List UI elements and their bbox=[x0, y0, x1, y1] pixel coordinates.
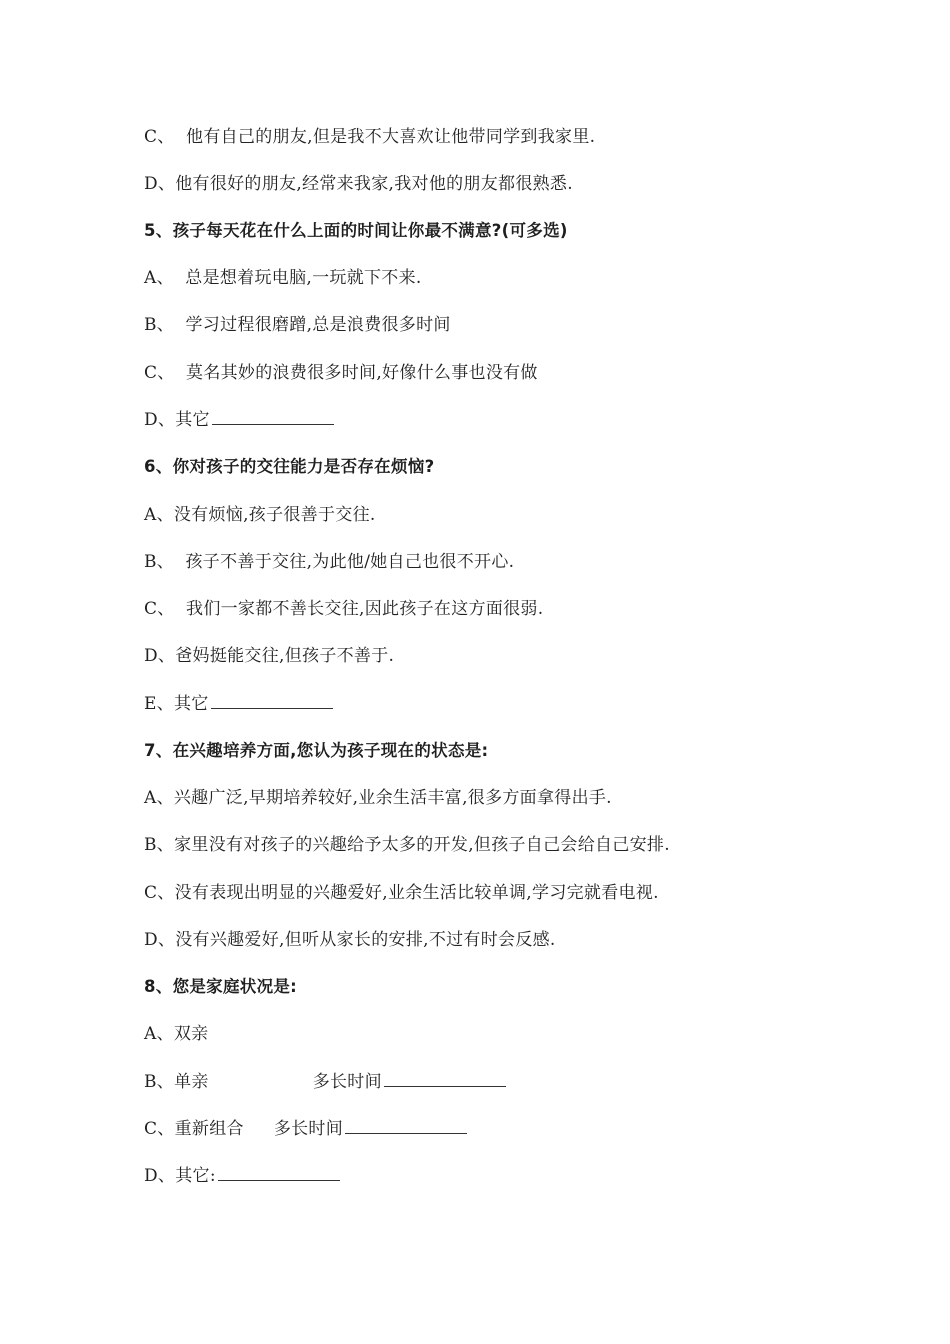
q7-option-b: B、家里没有对孩子的兴趣给予太多的开发,但孩子自己会给自己安排. bbox=[144, 835, 670, 855]
duration-label: 多长时间 bbox=[312, 1072, 382, 1092]
q5-option-b: B、 学习过程很磨蹭,总是浪费很多时间 bbox=[144, 315, 451, 335]
q8-option-b: B、单亲 多长时间 bbox=[144, 1070, 506, 1094]
q4-option-d: D、他有很好的朋友,经常来我家,我对他的朋友都很熟悉. bbox=[144, 174, 573, 194]
q8-option-d: D、其它: bbox=[144, 1164, 340, 1188]
q6-option-b: B、 孩子不善于交往,为此他/她自己也很不开心. bbox=[144, 552, 515, 572]
q6-option-c: C、 我们一家都不善长交往,因此孩子在这方面很弱. bbox=[144, 599, 544, 619]
duration-label: 多长时间 bbox=[273, 1119, 344, 1139]
q6-option-a: A、没有烦恼,孩子很善于交往. bbox=[144, 505, 376, 525]
q5-option-d: D、其它 bbox=[144, 408, 334, 432]
fill-in-blank[interactable] bbox=[345, 1117, 467, 1134]
q5-option-c: C、 莫名其妙的浪费很多时间,好像什么事也没有做 bbox=[144, 363, 538, 383]
question-8: 8、您是家庭状况是: bbox=[144, 977, 298, 996]
fill-in-blank[interactable] bbox=[211, 692, 333, 709]
q5-option-a: A、 总是想着玩电脑,一玩就下不来. bbox=[144, 268, 422, 288]
q8-option-a: A、双亲 bbox=[144, 1024, 209, 1044]
question-5: 5、孩子每天花在什么上面的时间让你最不满意?(可多选) bbox=[144, 221, 568, 240]
q7-option-c: C、没有表现出明显的兴趣爱好,业余生活比较单调,学习完就看电视. bbox=[144, 883, 659, 903]
q7-option-a: A、兴趣广泛,早期培养较好,业余生活丰富,很多方面拿得出手. bbox=[144, 788, 612, 808]
q6-option-e: E、其它 bbox=[144, 692, 333, 716]
q6-option-d: D、爸妈挺能交往,但孩子不善于. bbox=[144, 646, 395, 666]
fill-in-blank[interactable] bbox=[384, 1070, 506, 1087]
q7-option-d: D、没有兴趣爱好,但听从家长的安排,不过有时会反感. bbox=[144, 930, 556, 950]
question-6: 6、你对孩子的交往能力是否存在烦恼? bbox=[144, 457, 435, 476]
fill-in-blank[interactable] bbox=[218, 1164, 340, 1181]
fill-in-blank[interactable] bbox=[212, 408, 334, 425]
q4-option-c: C、 他有自己的朋友,但是我不大喜欢让他带同学到我家里. bbox=[144, 127, 596, 147]
q8-option-c: C、重新组合 多长时间 bbox=[144, 1117, 467, 1141]
question-7: 7、在兴趣培养方面,您认为孩子现在的状态是: bbox=[144, 741, 489, 760]
